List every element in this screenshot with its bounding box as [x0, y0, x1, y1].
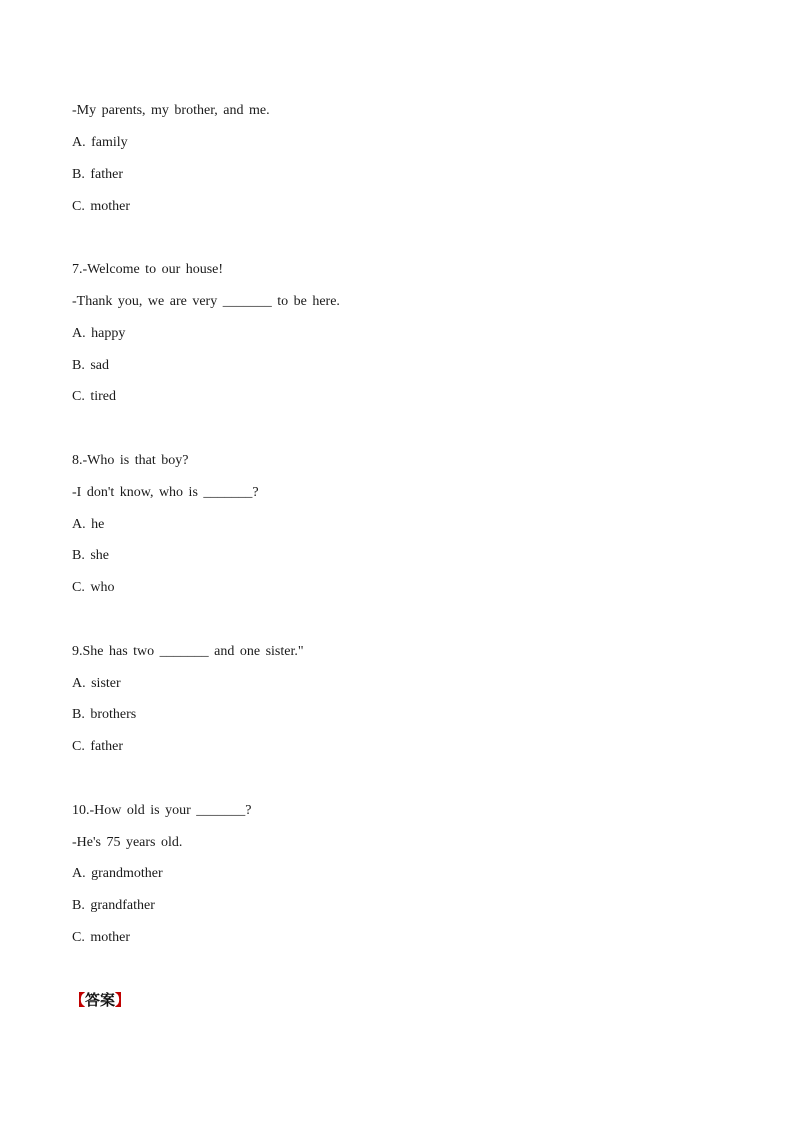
- answer-heading: [70, 990, 130, 1010]
- answer-heading-label: 答案: [85, 991, 116, 1009]
- answer-heading-open-bracket: 【: [70, 991, 86, 1009]
- question-6-option-c: C. mother: [72, 199, 130, 214]
- question-7-option-a: A. happy: [72, 326, 126, 341]
- question-9-prompt: 9.She has two _______ and one sister.": [72, 644, 304, 659]
- question-6-answer-line: -My parents, my brother, and me.: [72, 103, 270, 118]
- answer-heading-close-bracket: 】: [115, 991, 131, 1009]
- question-8-prompt: 8.-Who is that boy?: [72, 453, 189, 468]
- question-6-option-b: B. father: [72, 167, 123, 182]
- question-9-option-b: B. brothers: [72, 707, 137, 722]
- question-7-prompt: 7.-Welcome to our house!: [72, 262, 224, 277]
- question-9-option-c: C. father: [72, 739, 123, 754]
- question-7-option-c: C. tired: [72, 389, 116, 404]
- question-10-option-c: C. mother: [72, 930, 130, 945]
- question-10-response: -He's 75 years old.: [72, 835, 183, 850]
- question-8-option-b: B. she: [72, 548, 109, 563]
- question-7-option-b: B. sad: [72, 358, 109, 373]
- question-8-option-c: C. who: [72, 580, 115, 595]
- question-10-prompt: 10.-How old is your _______?: [72, 803, 252, 818]
- question-10-option-b: B. grandfather: [72, 898, 155, 913]
- question-10-option-a: A. grandmother: [72, 866, 163, 881]
- question-9-option-a: A. sister: [72, 676, 121, 691]
- question-7-response: -Thank you, we are very _______ to be here.: [72, 294, 340, 309]
- question-6-option-a: A. family: [72, 135, 128, 150]
- question-8-response: -I don't know, who is _______?: [72, 485, 259, 500]
- question-8-option-a: A. he: [72, 517, 105, 532]
